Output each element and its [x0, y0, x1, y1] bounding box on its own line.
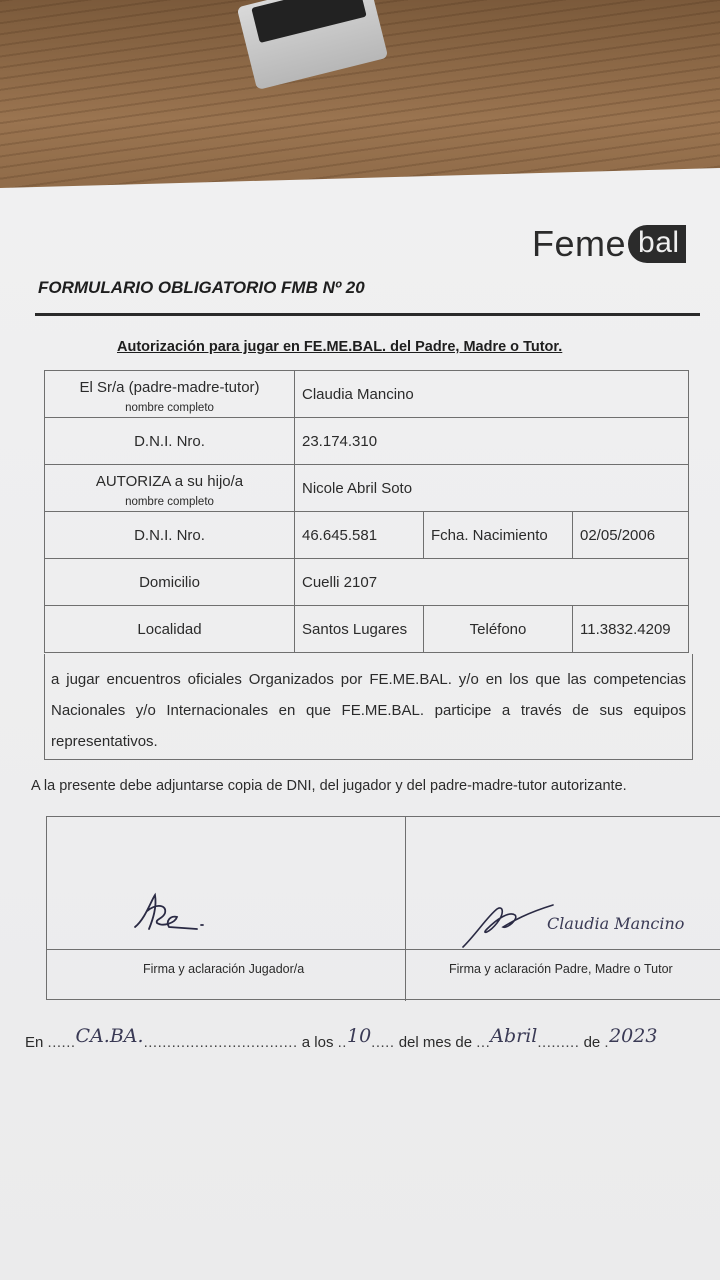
phone-value[interactable]: 11.3832.4209	[573, 606, 689, 653]
authorization-table	[44, 370, 689, 653]
mes-label: del mes de	[398, 1034, 473, 1051]
tutor-dni[interactable]: 23.174.310	[295, 418, 689, 465]
tutor-sublabel: nombre completo	[125, 401, 214, 414]
locality-label: Localidad	[45, 606, 295, 653]
child-dni-label: D.N.I. Nro.	[45, 512, 295, 559]
logo-pill: bal	[628, 225, 686, 263]
locality-value[interactable]: Santos Lugares	[295, 606, 424, 653]
day-value[interactable]: 10	[346, 1025, 372, 1047]
device-screen	[251, 0, 366, 43]
signature-divider-vertical	[405, 817, 406, 1001]
place-value[interactable]: CA.BA.	[75, 1025, 144, 1047]
table-row	[45, 418, 689, 465]
table-row	[45, 559, 689, 606]
femebal-logo	[532, 222, 686, 266]
form-subtitle: Autorización para jugar en FE.ME.BAL. del Padre, Madre o Tutor.	[117, 339, 563, 355]
tutor-label-cell	[45, 371, 295, 418]
child-sublabel: nombre completo	[125, 495, 214, 508]
table-row	[45, 371, 689, 418]
logo-text: Feme	[532, 223, 627, 264]
tutor-label: El Sr/a (padre-madre-tutor)	[79, 378, 260, 396]
month-value[interactable]: Abril	[490, 1025, 538, 1047]
table-row	[45, 465, 689, 512]
de-label: de	[583, 1034, 601, 1051]
signature-divider-horizontal	[47, 949, 720, 950]
tutor-handwritten-name: Claudia Mancino	[547, 914, 685, 933]
year-value[interactable]: 2023	[609, 1025, 658, 1047]
child-label: AUTORIZA a su hijo/a	[95, 472, 244, 490]
tutor-name[interactable]: Claudia Mancino	[295, 371, 689, 418]
en-label: En	[25, 1034, 44, 1051]
attachment-note: A la presente debe adjuntarse copia de DNI, del jugador y del padre-madre-tutor autorizante.	[31, 778, 627, 794]
address-label: Domicilio	[45, 559, 295, 606]
authorization-text: a jugar encuentros oficiales Organizados por FE.ME.BAL. y/o en los que las competencias Nacionales y/o Internacionales en que FE.ME.BAL. participe a través de sus equipos representativos.	[44, 654, 693, 760]
tutor-dni-label: D.N.I. Nro.	[45, 418, 295, 465]
signature-table	[46, 816, 720, 1000]
title-divider	[35, 313, 700, 316]
birth-date-label: Fcha. Nacimiento	[424, 512, 573, 559]
birth-date[interactable]: 02/05/2006	[573, 512, 689, 559]
table-row	[45, 606, 689, 653]
a-los-label: a los	[301, 1034, 334, 1051]
child-label-cell	[45, 465, 295, 512]
date-line: En ......CA.BA.................................. a los ..10..... del mes de ...Abril......... de .2023	[25, 1025, 658, 1051]
tutor-signature-label: Firma y aclaración Padre, Madre o Tutor	[449, 962, 673, 976]
child-dni[interactable]: 46.645.581	[295, 512, 424, 559]
form-title: FORMULARIO OBLIGATORIO FMB Nº 20	[38, 278, 365, 297]
phone-label: Teléfono	[424, 606, 573, 653]
address-value[interactable]: Cuelli 2107	[295, 559, 689, 606]
table-row	[45, 512, 689, 559]
player-signature-label: Firma y aclaración Jugador/a	[143, 962, 305, 976]
player-signature-icon	[127, 889, 217, 937]
child-name[interactable]: Nicole Abril Soto	[295, 465, 689, 512]
